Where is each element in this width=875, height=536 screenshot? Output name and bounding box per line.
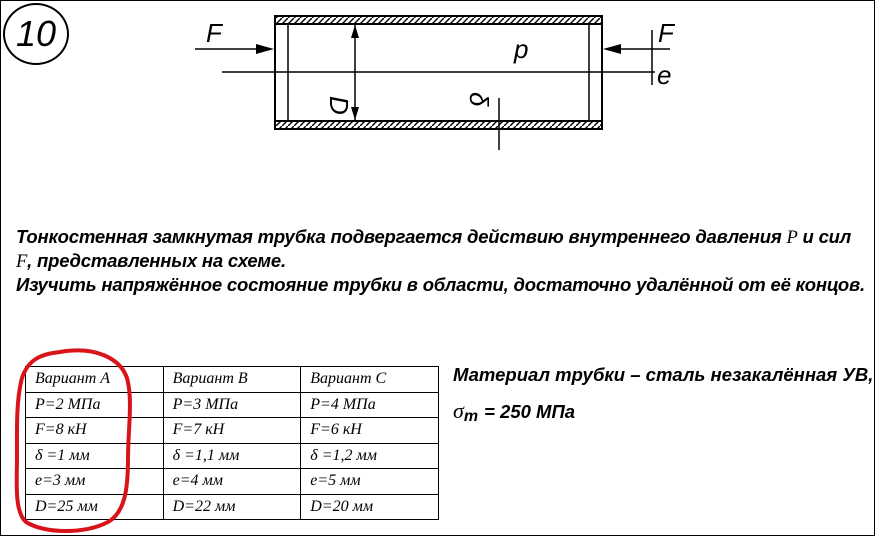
table-cell: e=4 мм xyxy=(163,469,301,495)
header-variant-a: Вариант А xyxy=(26,367,164,393)
eccentricity-label: e xyxy=(657,60,672,90)
task-line-2: F, представленных на схеме. xyxy=(16,250,286,272)
sigma-symbol: σ xyxy=(453,398,464,423)
force-left-label: F xyxy=(206,18,222,48)
yield-strength xyxy=(453,398,575,426)
sigma-subscript: т xyxy=(463,408,479,425)
table-cell: D=22 мм xyxy=(163,494,301,520)
material-text: Материал трубки – сталь незакалённая УВ, xyxy=(453,364,874,385)
table-cell: e=5 мм xyxy=(301,469,439,495)
task-line-3: Изучить напряжённое состояние трубки в области, достаточно удалённой от её концов. xyxy=(16,274,865,295)
table-cell: δ =1 мм xyxy=(26,443,164,469)
table-cell: δ =1,2 мм xyxy=(301,443,439,469)
header-variant-b: Вариант В xyxy=(163,367,301,393)
table-cell: D=25 мм xyxy=(26,494,164,520)
table-cell: D=20 мм xyxy=(301,494,439,520)
task-line-1: Тонкостенная замкнутая трубка подвергается действию внутреннего давления P и сил xyxy=(16,226,852,248)
table-cell: δ =1,1 мм xyxy=(163,443,301,469)
table-cell: F=8 кН xyxy=(26,418,164,444)
force-right-label: F xyxy=(658,18,674,48)
table-cell: F=6 кН xyxy=(301,418,439,444)
table-cell: F=7 кН xyxy=(163,418,301,444)
header-variant-c: Вариант С xyxy=(301,367,439,393)
table-cell: P=4 МПа xyxy=(301,392,439,418)
table-cell: P=2 МПа xyxy=(26,392,164,418)
thickness-label: δ xyxy=(464,92,494,107)
sigma-value: = 250 МПа xyxy=(484,401,576,422)
diameter-label: D xyxy=(324,96,354,115)
table-cell: P=3 МПа xyxy=(163,392,301,418)
problem-number-badge: 10 xyxy=(3,3,69,65)
pressure-label: p xyxy=(514,34,529,64)
table-cell: e=3 мм xyxy=(26,469,164,495)
